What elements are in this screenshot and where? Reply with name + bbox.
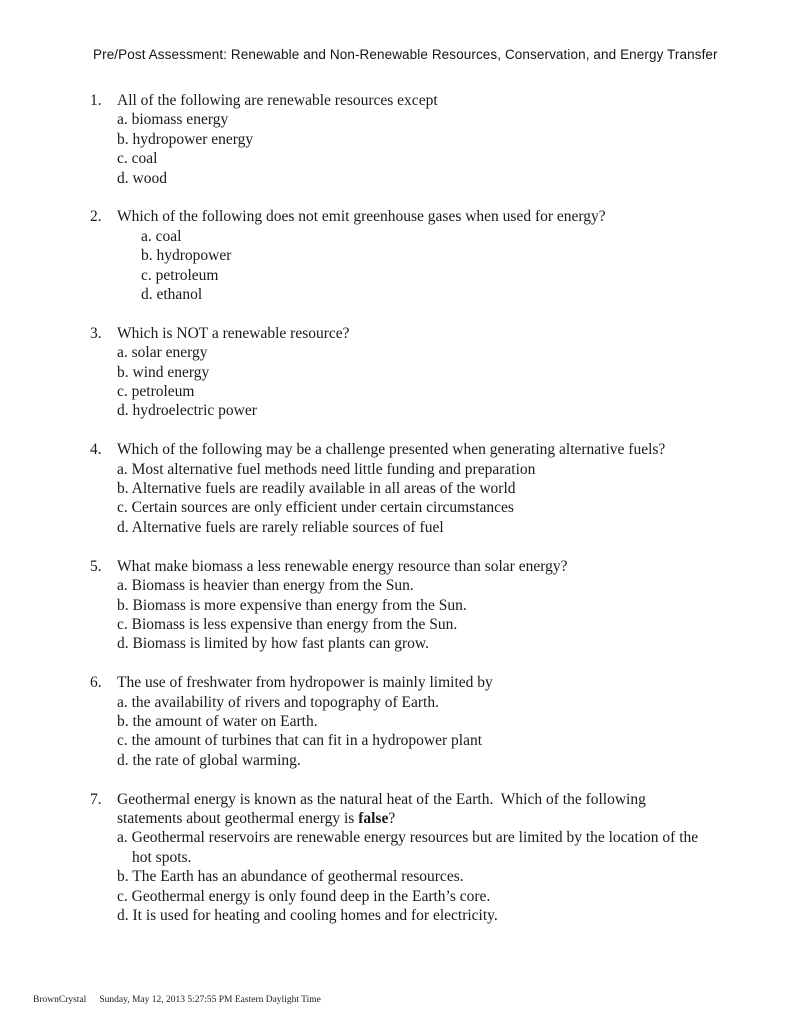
question-option: c. coal <box>117 150 158 168</box>
question-option: a. coal <box>141 227 182 245</box>
question-option: b. hydropower energy <box>117 130 254 148</box>
question-text-suffix: ? <box>388 809 396 827</box>
question-text-main: Which is NOT a renewable resource? <box>117 324 350 342</box>
question-option: c. Certain sources are only efficient under certain circumstances <box>117 499 514 517</box>
question-option: a. biomass energy <box>117 111 229 129</box>
question-text <box>117 207 708 226</box>
question-text-main: What make biomass a less renewable energy resource than solar energy? <box>117 557 568 575</box>
question-body <box>117 207 708 304</box>
question-number: 3. <box>90 324 102 342</box>
question-text-main: The use of freshwater from hydropower is mainly limited by <box>117 674 493 692</box>
option-list <box>117 576 708 654</box>
question-item <box>90 673 710 770</box>
question-list <box>90 91 710 945</box>
question-option: d. Alternative fuels are rarely reliable sources of fuel <box>117 518 444 536</box>
question-number: 4. <box>90 441 102 459</box>
question-text-main: Geothermal energy is known as the natural heat of the Earth. Which of the following statements about geothermal energy is <box>117 790 650 827</box>
question-option: a. Most alternative fuel methods need little funding and preparation <box>117 460 536 478</box>
option-list <box>117 110 708 188</box>
question-option: b. Alternative fuels are readily available in all areas of the world <box>117 480 516 498</box>
question-number: 7. <box>90 790 102 808</box>
question-option: d. Biomass is limited by how fast plants can grow. <box>117 635 429 653</box>
question-body <box>117 557 708 654</box>
document-title: Pre/Post Assessment: Renewable and Non-Renewable Resources, Conservation, and Energy Transfer <box>93 47 718 62</box>
question-option: b. the amount of water on Earth. <box>117 712 318 730</box>
question-body <box>117 324 708 421</box>
footer-timestamp: Sunday, May 12, 2013 5:27:55 PM Eastern Daylight Time <box>99 995 321 1005</box>
question-text-main: All of the following are renewable resources except <box>117 92 438 109</box>
question-item <box>90 557 710 654</box>
option-list <box>117 460 708 538</box>
footer-author: BrownCrystal <box>33 995 87 1005</box>
question-option: a. Biomass is heavier than energy from the Sun. <box>117 577 414 595</box>
option-list <box>117 343 708 421</box>
option-list <box>117 828 708 925</box>
question-option: a. solar energy <box>117 344 208 362</box>
question-number: 6. <box>90 674 102 692</box>
question-option: d. wood <box>117 169 167 187</box>
question-body <box>117 440 708 537</box>
question-text-bold: false <box>358 809 389 827</box>
question-option: d. hydroelectric power <box>117 402 257 420</box>
question-body <box>117 91 708 188</box>
question-option: b. hydropower <box>141 247 232 265</box>
question-option: d. the rate of global warming. <box>117 751 301 769</box>
question-item <box>90 440 710 537</box>
question-text <box>117 673 708 692</box>
question-text <box>117 440 708 459</box>
question-option: b. Biomass is more expensive than energy from the Sun. <box>117 596 467 614</box>
question-number: 2. <box>90 208 102 226</box>
question-option: c. petroleum <box>141 266 219 284</box>
question-body <box>117 673 708 770</box>
question-text <box>117 324 708 343</box>
option-list <box>117 693 708 771</box>
question-body <box>117 790 708 926</box>
question-option: d. ethanol <box>141 286 203 304</box>
question-option: d. It is used for heating and cooling homes and for electricity. <box>117 906 498 924</box>
question-option: c. Biomass is less expensive than energy from the Sun. <box>117 615 458 633</box>
footer <box>33 995 321 1005</box>
question-option: c. Geothermal energy is only found deep in the Earth’s core. <box>117 887 491 905</box>
question-number: 1. <box>90 92 102 109</box>
option-list <box>117 227 708 305</box>
question-text-main: Which of the following may be a challenge presented when generating alternative fuels? <box>117 441 666 459</box>
question-option: b. wind energy <box>117 363 210 381</box>
question-text <box>117 91 708 110</box>
question-item <box>90 324 710 421</box>
question-option: a. the availability of rivers and topography of Earth. <box>117 693 439 711</box>
question-option: a. Geothermal reservoirs are renewable energy resources but are limited by the location of the hot spots. <box>117 829 699 866</box>
question-item <box>90 207 710 304</box>
question-item <box>90 91 710 188</box>
question-option: c. petroleum <box>117 383 195 401</box>
question-text <box>117 557 708 576</box>
question-option: c. the amount of turbines that can fit in a hydropower plant <box>117 732 483 750</box>
question-text <box>117 790 708 829</box>
question-number: 5. <box>90 557 102 575</box>
question-item <box>90 790 710 926</box>
question-option: b. The Earth has an abundance of geothermal resources. <box>117 868 464 886</box>
question-text-main: Which of the following does not emit greenhouse gases when used for energy? <box>117 208 606 226</box>
